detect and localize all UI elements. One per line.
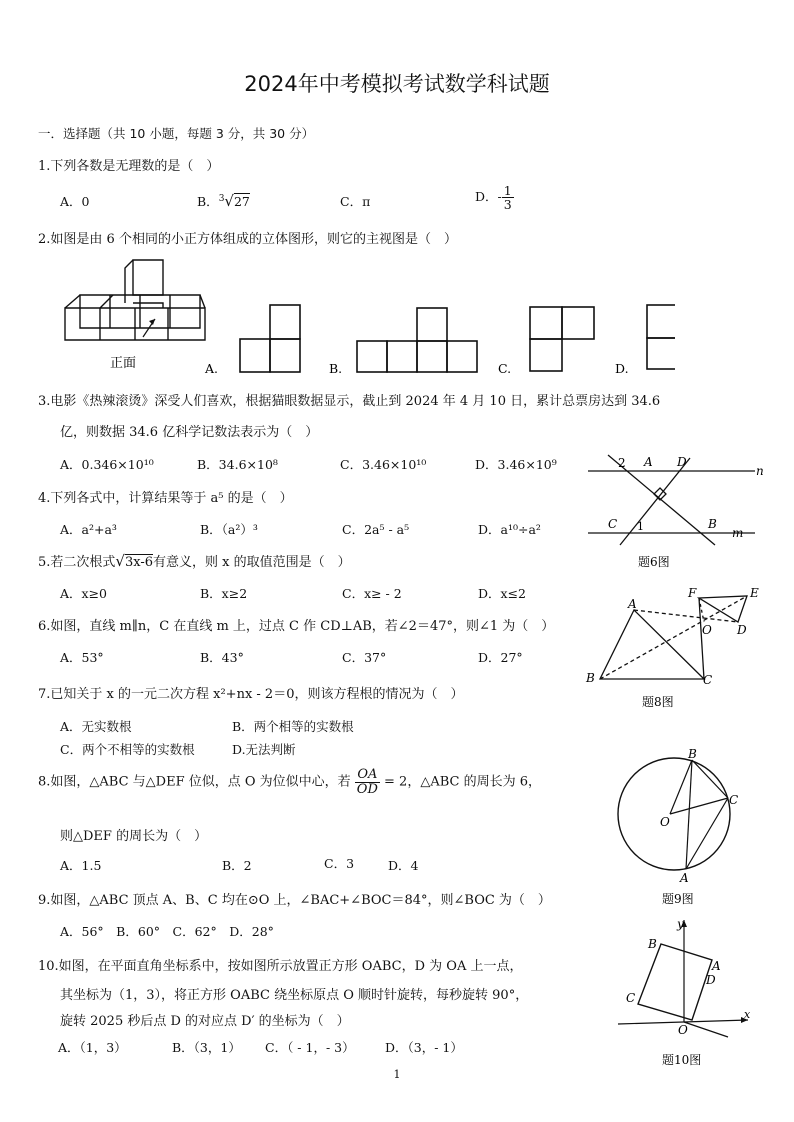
- question-1-stem: 1.下列各数是无理数的是（ ）: [38, 159, 220, 174]
- question-7-stem: 7.已知关于 x 的一元二次方程 x²+nx - 2＝0，则该方程根的情况为（ ）: [38, 687, 464, 702]
- question-8-stem: 8.如图，△ABC 与△DEF 位似，点 O 为位似中心，若 $\frac{OA}{OD}$ = 2，△ABC 的周长为 6，: [38, 767, 541, 797]
- q6-option-c[interactable]: C．37°: [342, 650, 387, 665]
- question-10-stem-2: 其坐标为（1，3），将正方形 OABC 绕坐标原点 O 顺时针旋转，每秒旋转 90°，: [60, 988, 529, 1003]
- q4-option-a[interactable]: A．a²+a³: [60, 522, 117, 537]
- option-c-view: [530, 307, 594, 371]
- svg-text:C: C: [703, 673, 713, 687]
- q7-option-c[interactable]: C．两个不相等的实数根: [60, 742, 195, 757]
- option-d-view: [647, 305, 675, 369]
- svg-text:F: F: [688, 586, 697, 600]
- q10-option-b[interactable]: B．（3，1）: [172, 1040, 241, 1055]
- figure-8: [582, 582, 772, 712]
- q7-option-b[interactable]: B．两个相等的实数根: [232, 719, 354, 734]
- q2-option-c[interactable]: C.: [498, 361, 512, 376]
- q8-option-a[interactable]: A．1.5: [60, 858, 102, 873]
- q2-figures: [55, 255, 675, 380]
- svg-text:O: O: [660, 815, 670, 829]
- svg-text:n: n: [756, 464, 764, 478]
- q10-option-d[interactable]: D．（3，- 1）: [385, 1040, 463, 1055]
- q5-option-c[interactable]: C．x≥ - 2: [342, 586, 402, 601]
- question-10-stem-1: 10.如图，在平面直角坐标系中，按如图所示放置正方形 OABC，D 为 OA 上一点，: [38, 959, 523, 974]
- svg-text:m: m: [732, 526, 744, 540]
- q10-option-a[interactable]: A．（1，3）: [58, 1040, 127, 1055]
- svg-text:y: y: [677, 917, 684, 931]
- svg-text:题10图: 题10图: [662, 1053, 702, 1067]
- q10-option-c[interactable]: C．（ - 1，- 3）: [265, 1040, 355, 1055]
- page-title: 2024年中考模拟考试数学科试题: [244, 72, 550, 96]
- question-9-stem: 9.如图，△ABC 顶点 A、B、C 均在⊙O 上，∠BAC+∠BOC＝84°，则∠BOC 为（ ）: [38, 893, 551, 908]
- svg-text:A: A: [644, 455, 653, 469]
- svg-text:A: A: [628, 597, 637, 611]
- q3-option-d[interactable]: D．3.46×10⁹: [475, 457, 557, 472]
- q1-option-c[interactable]: C．π: [340, 194, 371, 209]
- figure-10: [608, 912, 758, 1072]
- q3-option-b[interactable]: B．34.6×10⁸: [197, 457, 278, 472]
- q3-option-c[interactable]: C．3.46×10¹⁰: [340, 457, 427, 472]
- svg-text:B: B: [648, 937, 657, 951]
- svg-text:A: A: [712, 959, 721, 973]
- svg-text:A: A: [680, 871, 689, 885]
- q9-options[interactable]: A．56° B．60° C．62° D．28°: [60, 924, 274, 939]
- svg-text:2: 2: [618, 456, 626, 470]
- option-b-view: [357, 308, 477, 372]
- q6-option-d[interactable]: D．27°: [478, 650, 523, 665]
- svg-text:D: D: [737, 623, 747, 637]
- q3-option-a[interactable]: A．0.346×10¹⁰: [60, 457, 154, 472]
- question-5-stem: 5.若二次根式√3x-6有意义，则 x 的取值范围是（ ）: [38, 552, 351, 570]
- q6-option-a[interactable]: A．53°: [60, 650, 104, 665]
- svg-text:E: E: [750, 586, 759, 600]
- figure-6: [580, 450, 770, 575]
- page-number: 1: [393, 1068, 401, 1081]
- q8-option-b[interactable]: B．2: [222, 858, 252, 873]
- svg-text:D: D: [677, 455, 687, 469]
- question-8-stem-2: 则△DEF 的周长为（ ）: [60, 829, 208, 844]
- svg-text:C: C: [608, 517, 618, 531]
- svg-text:O: O: [702, 623, 712, 637]
- question-3-stem-1: 3.电影《热辣滚烫》深受人们喜欢，根据猫眼数据显示，截止到 2024 年 4 月 10 日，累计总票房达到 34.6: [38, 394, 661, 409]
- svg-text:B: B: [688, 747, 697, 761]
- front-label: 正面: [110, 356, 137, 371]
- q7-option-a[interactable]: A．无实数根: [60, 719, 132, 734]
- figure-9: [610, 746, 750, 906]
- svg-text:C: C: [626, 991, 636, 1005]
- question-10-stem-3: 旋转 2025 秒后点 D 的对应点 D′ 的坐标为（ ）: [60, 1014, 350, 1029]
- q2-option-b[interactable]: B.: [329, 361, 343, 376]
- q7-option-d[interactable]: D.无法判断: [232, 742, 296, 757]
- q4-option-c[interactable]: C．2a⁵ - a⁵: [342, 522, 410, 537]
- question-2-stem: 2.如图是由 6 个相同的小正方体组成的立体图形，则它的主视图是（ ）: [38, 232, 457, 247]
- svg-text:B: B: [586, 671, 595, 685]
- q1-option-a[interactable]: A．0: [60, 194, 90, 209]
- svg-text:D: D: [706, 973, 716, 987]
- q4-option-d[interactable]: D．a¹⁰÷a²: [478, 522, 541, 537]
- q5-option-d[interactable]: D．x≤2: [478, 586, 526, 601]
- question-3-stem-2: 亿，则数据 34.6 亿科学记数法表示为（ ）: [60, 425, 319, 440]
- svg-text:C: C: [729, 793, 739, 807]
- svg-text:1: 1: [637, 520, 644, 533]
- option-a-view: [240, 305, 300, 372]
- q5-option-a[interactable]: A．x≥0: [60, 586, 108, 601]
- q6-option-b[interactable]: B．43°: [200, 650, 244, 665]
- question-4-stem: 4.下列各式中，计算结果等于 a⁵ 的是（ ）: [38, 491, 293, 506]
- cube-stack-figure: [65, 260, 205, 340]
- q8-option-c[interactable]: C．3: [324, 856, 355, 871]
- svg-text:题9图: 题9图: [662, 892, 694, 906]
- q4-option-b[interactable]: B．（a²）³: [200, 522, 258, 537]
- svg-text:B: B: [708, 517, 717, 531]
- svg-text:题8图: 题8图: [642, 695, 674, 709]
- q1-option-d[interactable]: D．- $\frac{1}{3}$: [475, 183, 512, 213]
- section-heading: 一．选择题（共 10 小题，每题 3 分，共 30 分）: [38, 126, 315, 141]
- q2-option-a[interactable]: A.: [205, 361, 219, 376]
- q2-option-d[interactable]: D.: [615, 361, 629, 376]
- svg-text:x: x: [744, 1008, 751, 1021]
- q5-option-b[interactable]: B．x≥2: [200, 586, 248, 601]
- svg-text:O: O: [678, 1023, 688, 1037]
- question-6-stem: 6.如图，直线 m∥n，C 在直线 m 上，过点 C 作 CD⊥AB，若∠2＝47°，则∠1 为（ ）: [38, 619, 555, 634]
- q1-option-b[interactable]: B．$^3$√27: [197, 192, 250, 210]
- q8-option-d[interactable]: D．4: [388, 858, 419, 873]
- svg-text:题6图: 题6图: [638, 555, 670, 569]
